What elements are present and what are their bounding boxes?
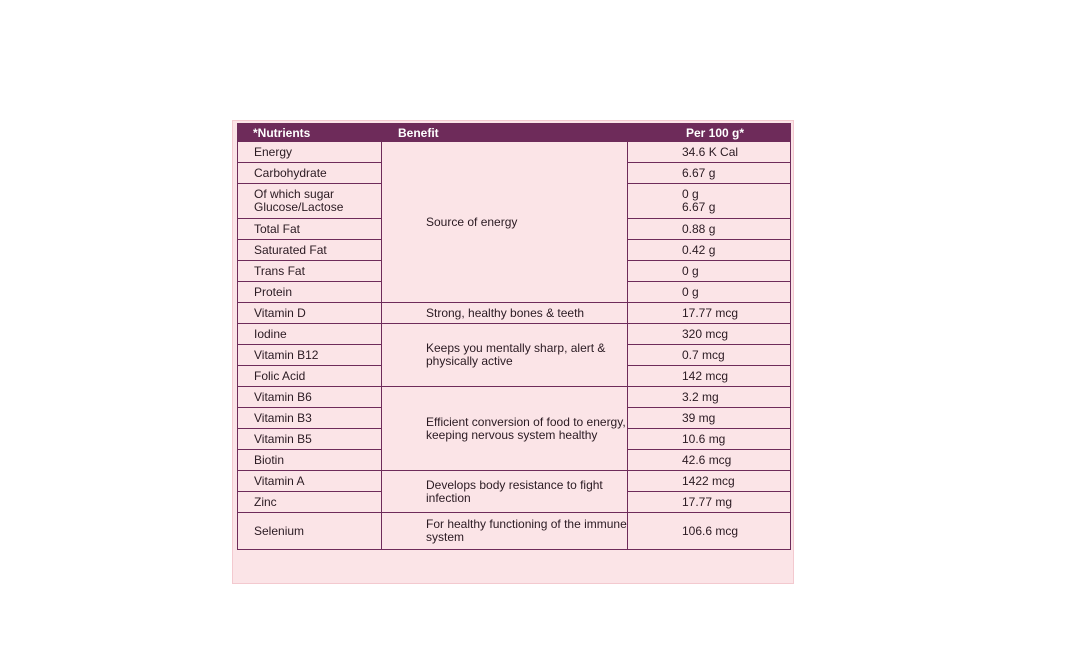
nutrition-panel [232, 120, 794, 584]
benefit-cell: Keeps you mentally sharp, alert & physically active [382, 324, 628, 387]
benefit-cell: Strong, healthy bones & teeth [382, 303, 628, 324]
nutrient-value-line2: 6.67 g [682, 200, 716, 214]
nutrient-name: Vitamin A [237, 471, 382, 492]
benefit-cell: Efficient conversion of food to energy, keeping nervous system healthy [382, 387, 628, 471]
nutrient-name: Vitamin B5 [237, 429, 382, 450]
nutrient-value: 0.42 g [628, 240, 791, 261]
nutrient-value: 142 mcg [628, 366, 791, 387]
header-nutrients: *Nutrients [237, 123, 382, 142]
nutrient-name: Protein [237, 282, 382, 303]
nutrient-name: Carbohydrate [237, 163, 382, 184]
table-row [237, 387, 791, 408]
table-row [237, 324, 791, 345]
nutrient-name: Vitamin B3 [237, 408, 382, 429]
nutrient-name: Trans Fat [237, 261, 382, 282]
nutrient-value: 0 g [628, 282, 791, 303]
nutrient-value: 39 mg [628, 408, 791, 429]
nutrient-name: Selenium [237, 513, 382, 550]
nutrient-name: Folic Acid [237, 366, 382, 387]
benefit-cell: Source of energy [382, 142, 628, 303]
nutrient-value: 1422 mcg [628, 471, 791, 492]
benefit-cell: Develops body resistance to fight infection [382, 471, 628, 513]
nutrient-value-line1: 0 g [682, 187, 699, 201]
benefit-cell: For healthy functioning of the immune system [382, 513, 628, 550]
nutrient-value: 3.2 mg [628, 387, 791, 408]
header-benefit: Benefit [382, 123, 628, 142]
nutrient-value: 10.6 mg [628, 429, 791, 450]
nutrient-value: 6.67 g [628, 163, 791, 184]
nutrient-name [237, 184, 382, 219]
nutrient-value: 106.6 mcg [628, 513, 791, 550]
table-row [237, 303, 791, 324]
nutrient-name: Saturated Fat [237, 240, 382, 261]
nutrient-name-line2: Glucose/Lactose [254, 200, 344, 214]
nutrient-value: 17.77 mg [628, 492, 791, 513]
nutrient-name: Vitamin B12 [237, 345, 382, 366]
nutrient-name: Vitamin B6 [237, 387, 382, 408]
nutrient-name: Zinc [237, 492, 382, 513]
nutrition-table [237, 123, 791, 550]
nutrient-name: Total Fat [237, 219, 382, 240]
nutrient-name: Iodine [237, 324, 382, 345]
nutrient-value: 320 mcg [628, 324, 791, 345]
nutrient-value: 0.7 mcg [628, 345, 791, 366]
table-header-row [237, 123, 791, 142]
nutrient-value: 0.88 g [628, 219, 791, 240]
nutrient-name: Energy [237, 142, 382, 163]
header-per-100g: Per 100 g* [628, 123, 791, 142]
table-row [237, 513, 791, 550]
nutrient-value: 42.6 mcg [628, 450, 791, 471]
nutrient-value: 34.6 K Cal [628, 142, 791, 163]
nutrient-value: 17.77 mcg [628, 303, 791, 324]
nutrient-name: Biotin [237, 450, 382, 471]
nutrient-value [628, 184, 791, 219]
table-row [237, 142, 791, 163]
nutrient-value: 0 g [628, 261, 791, 282]
nutrient-name-line1: Of which sugar [254, 187, 335, 201]
nutrient-name: Vitamin D [237, 303, 382, 324]
table-row [237, 471, 791, 492]
